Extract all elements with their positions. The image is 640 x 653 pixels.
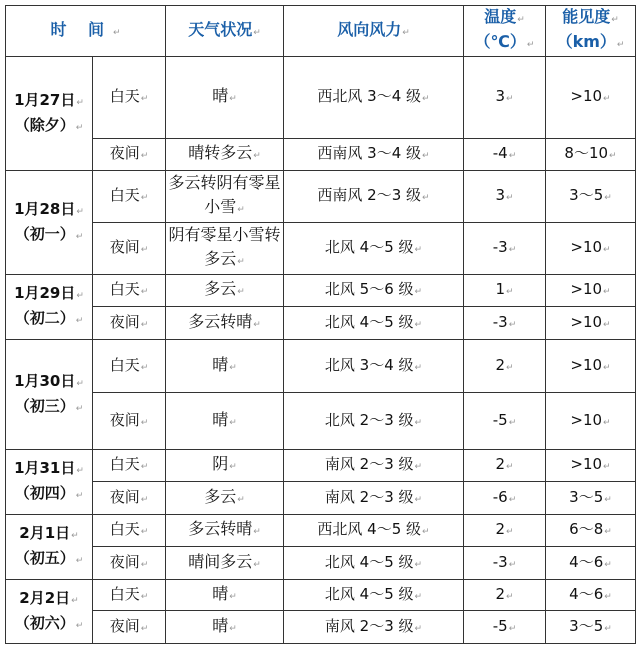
temperature-cell-text: 2: [495, 520, 505, 538]
weather-cell: [166, 340, 284, 393]
return-marker: ↵: [140, 417, 149, 428]
return-marker: ↵: [140, 287, 149, 297]
return-marker: ↵: [75, 620, 84, 631]
temperature-cell-text: -3: [492, 238, 508, 256]
date-text: 2月1日: [19, 524, 71, 542]
temperature-cell-text: -4: [492, 144, 508, 162]
visibility-cell-text: 6～8: [569, 520, 604, 538]
visibility-cell: [546, 580, 636, 611]
forecast-table-body: [6, 6, 636, 644]
period-cell-text: 白天: [109, 280, 140, 298]
period-cell: [93, 482, 166, 515]
weather-cell: [166, 450, 284, 482]
holiday-text: （初四）: [14, 484, 75, 502]
visibility-cell: [546, 450, 636, 482]
forecast-row: [6, 307, 636, 340]
visibility-cell-text: >10: [570, 355, 603, 374]
weather-cell-text: 晴转多云: [188, 143, 253, 162]
wind-cell-text: 南风 2～3 级: [324, 616, 414, 635]
weather-cell: [166, 580, 284, 611]
visibility-cell: [546, 307, 636, 340]
header-visibility: 能见度↵ （km）↵: [546, 6, 636, 57]
wind-cell-text: 北风 4～5 级: [324, 552, 414, 571]
return-marker: ↵: [140, 559, 149, 570]
wind-cell: [284, 515, 464, 547]
wind-cell: [284, 307, 464, 340]
return-marker: ↵: [609, 151, 617, 161]
return-marker: ↵: [422, 94, 430, 104]
holiday-label: [8, 482, 90, 507]
return-marker: ↵: [414, 362, 423, 373]
weather-cell-text: 多云: [204, 279, 237, 298]
wind-cell-text: 北风 3～4 级: [324, 355, 414, 374]
period-cell: [93, 57, 166, 139]
date-label: [8, 89, 90, 114]
return-marker: ↵: [229, 623, 237, 634]
visibility-cell-text: >10: [570, 455, 603, 473]
date-cell: [6, 171, 93, 275]
wind-cell-text: 南风 2～3 级: [324, 455, 414, 473]
wind-cell: [284, 223, 464, 275]
visibility-cell-text: >10: [570, 312, 603, 331]
visibility-cell-text: 3～5: [569, 186, 604, 204]
return-marker: ↵: [508, 623, 517, 634]
return-marker: ↵: [75, 316, 84, 326]
wind-cell-text: 西北风 3～4 级: [317, 87, 422, 105]
return-marker: ↵: [229, 462, 237, 472]
period-cell: [93, 515, 166, 547]
return-marker: ↵: [229, 591, 237, 602]
weather-cell-text: 多云转晴: [188, 311, 253, 331]
return-marker: ↵: [603, 245, 611, 255]
visibility-cell: [546, 223, 636, 275]
date-cell: [6, 580, 93, 644]
period-cell-text: 夜间: [109, 487, 140, 506]
wind-cell: [284, 611, 464, 644]
return-marker: ↵: [422, 527, 430, 537]
weather-cell-text: 晴间多云: [188, 551, 253, 571]
visibility-cell: [546, 340, 636, 393]
weather-cell: [166, 57, 284, 139]
period-cell: [93, 307, 166, 340]
visibility-cell: [546, 393, 636, 450]
return-marker: ↵: [414, 245, 423, 255]
return-marker: ↵: [604, 591, 612, 602]
return-marker: ↵: [75, 491, 84, 501]
return-marker: ↵: [604, 623, 612, 634]
temperature-cell-text: 3: [495, 87, 505, 105]
temperature-cell-text: -6: [492, 487, 508, 506]
wind-cell: [284, 275, 464, 307]
return-marker: ↵: [140, 94, 149, 104]
return-marker: ↵: [506, 462, 514, 472]
wind-cell: [284, 393, 464, 450]
period-cell-text: 白天: [109, 186, 140, 204]
weather-cell-text: 晴: [212, 583, 229, 603]
forecast-row: [6, 450, 636, 482]
wind-cell-text: 西南风 3～4 级: [317, 144, 422, 162]
period-cell-text: 夜间: [109, 410, 140, 429]
period-cell-text: 白天: [109, 355, 140, 374]
return-marker: ↵: [414, 462, 423, 472]
wind-cell-text: 南风 2～3 级: [324, 487, 414, 506]
return-marker: ↵: [76, 97, 84, 108]
period-cell: [93, 171, 166, 223]
forecast-row: [6, 482, 636, 515]
date-label: [8, 198, 90, 223]
return-marker: ↵: [237, 494, 245, 505]
return-marker: ↵: [76, 206, 84, 217]
header-wind: 风向风力↵: [284, 6, 464, 57]
header-row: [6, 6, 636, 57]
return-marker: ↵: [422, 193, 430, 203]
forecast-row: [6, 580, 636, 611]
period-cell: [93, 450, 166, 482]
holiday-text: （除夕）: [14, 115, 75, 134]
temperature-cell: [464, 393, 546, 450]
return-marker: ↵: [508, 319, 517, 330]
holiday-text: （初三）: [14, 396, 75, 415]
date-label: [8, 522, 90, 547]
visibility-cell: [546, 275, 636, 307]
return-marker: ↵: [603, 362, 611, 373]
return-marker: ↵: [76, 291, 84, 301]
temperature-cell-text: -3: [492, 312, 508, 331]
return-marker: ↵: [237, 287, 245, 297]
return-marker: ↵: [414, 559, 423, 570]
temperature-cell-text: 2: [495, 355, 505, 374]
date-text: 1月29日: [14, 284, 76, 302]
visibility-cell-text: 3～5: [569, 616, 604, 635]
period-cell-text: 白天: [109, 520, 140, 538]
visibility-cell: [546, 171, 636, 223]
return-marker: ↵: [140, 362, 149, 373]
visibility-cell-text: 3～5: [569, 487, 604, 506]
return-marker: ↵: [140, 623, 149, 634]
visibility-cell-text: >10: [570, 280, 603, 298]
wind-cell: [284, 171, 464, 223]
weather-cell-text: 晴: [212, 409, 229, 429]
date-cell: [6, 275, 93, 340]
period-cell-text: 夜间: [109, 312, 140, 331]
temperature-cell: [464, 223, 546, 275]
date-cell: [6, 340, 93, 450]
return-marker: ↵: [508, 559, 517, 570]
return-marker: ↵: [604, 494, 612, 505]
date-label: [8, 587, 90, 612]
return-marker: ↵: [603, 94, 611, 104]
return-marker: ↵: [414, 319, 423, 330]
return-marker: ↵: [414, 287, 423, 297]
visibility-cell-text: 4～6: [569, 584, 604, 603]
return-marker: ↵: [75, 556, 84, 566]
return-marker: ↵: [508, 245, 517, 255]
return-marker: ↵: [76, 466, 84, 476]
visibility-cell-text: 8～10: [564, 144, 609, 162]
weather-cell-text: 多云: [204, 486, 237, 506]
wind-cell: [284, 482, 464, 515]
wind-cell: [284, 340, 464, 393]
return-marker: ↵: [604, 193, 612, 203]
temperature-cell-text: 2: [495, 455, 505, 473]
header-time: 时 间↵: [6, 6, 166, 57]
holiday-label: [8, 223, 90, 248]
return-marker: ↵: [603, 417, 611, 428]
date-text: 1月28日: [14, 199, 76, 218]
weather-cell-text: 晴: [212, 86, 229, 105]
return-marker: ↵: [229, 362, 237, 373]
period-cell-text: 白天: [109, 87, 140, 105]
temperature-cell: [464, 57, 546, 139]
return-marker: ↵: [229, 417, 237, 428]
period-cell: [93, 393, 166, 450]
temperature-cell: [464, 340, 546, 393]
temperature-cell-text: 2: [495, 584, 505, 603]
holiday-label: [8, 114, 90, 139]
return-marker: ↵: [229, 94, 237, 104]
date-cell: [6, 57, 93, 171]
date-text: 1月27日: [14, 90, 76, 109]
date-cell: [6, 515, 93, 580]
holiday-text: （初一）: [14, 224, 75, 243]
weather-cell: [166, 547, 284, 580]
return-marker: ↵: [253, 559, 261, 570]
return-marker: ↵: [140, 462, 149, 472]
wind-cell-text: 西北风 4～5 级: [317, 520, 422, 538]
visibility-cell: [546, 57, 636, 139]
period-cell: [93, 139, 166, 171]
weather-forecast-table: [5, 5, 636, 644]
return-marker: ↵: [506, 527, 514, 537]
weather-cell-text: 阴有零星小雪转多云: [168, 225, 281, 268]
forecast-row: [6, 171, 636, 223]
return-marker: ↵: [76, 378, 84, 389]
holiday-label: [8, 547, 90, 572]
return-marker: ↵: [253, 319, 261, 330]
return-marker: ↵: [414, 591, 423, 602]
return-marker: ↵: [414, 417, 423, 428]
return-marker: ↵: [604, 527, 612, 537]
date-label: [8, 457, 90, 482]
return-marker: ↵: [75, 122, 84, 133]
weather-cell: [166, 611, 284, 644]
return-marker: ↵: [140, 494, 149, 505]
weather-cell: [166, 393, 284, 450]
return-marker: ↵: [140, 319, 149, 330]
forecast-row: [6, 139, 636, 171]
weather-cell: [166, 171, 284, 223]
visibility-cell: [546, 547, 636, 580]
return-marker: ↵: [603, 462, 611, 472]
wind-cell-text: 北风 4～5 级: [324, 312, 414, 331]
temperature-cell-text: 3: [495, 186, 505, 204]
temperature-cell: [464, 515, 546, 547]
weather-cell: [166, 223, 284, 275]
period-cell-text: 夜间: [109, 144, 140, 162]
visibility-cell-text: >10: [570, 238, 603, 256]
return-marker: ↵: [508, 494, 517, 505]
return-marker: ↵: [422, 151, 430, 161]
return-marker: ↵: [237, 257, 245, 267]
return-marker: ↵: [506, 362, 514, 373]
wind-cell-text: 北风 4～5 级: [324, 584, 414, 603]
forecast-row: [6, 275, 636, 307]
return-marker: ↵: [140, 245, 149, 255]
temperature-cell: [464, 547, 546, 580]
period-cell: [93, 340, 166, 393]
temperature-cell-text: -5: [492, 616, 508, 635]
visibility-cell-text: >10: [570, 87, 603, 105]
holiday-label: [8, 307, 90, 332]
temperature-cell: [464, 580, 546, 611]
return-marker: ↵: [604, 559, 612, 570]
wind-cell-text: 西南风 2～3 级: [317, 186, 422, 204]
return-marker: ↵: [603, 319, 611, 330]
holiday-label: [8, 612, 90, 637]
temperature-cell: [464, 275, 546, 307]
return-marker: ↵: [253, 527, 261, 537]
return-marker: ↵: [140, 527, 149, 537]
weather-cell-text: 多云转阴有零星小雪: [168, 173, 281, 216]
period-cell-text: 夜间: [109, 552, 140, 571]
return-marker: ↵: [140, 591, 149, 602]
period-cell: [93, 580, 166, 611]
weather-cell: [166, 515, 284, 547]
forecast-row: [6, 611, 636, 644]
temperature-cell: [464, 482, 546, 515]
weather-cell-text: 晴: [212, 615, 229, 635]
period-cell-text: 夜间: [109, 616, 140, 635]
period-cell-text: 夜间: [109, 238, 140, 256]
wind-cell: [284, 139, 464, 171]
date-text: 1月31日: [14, 459, 76, 477]
weather-cell: [166, 482, 284, 515]
temperature-cell: [464, 611, 546, 644]
forecast-row: [6, 57, 636, 139]
return-marker: ↵: [506, 591, 514, 602]
forecast-row: [6, 340, 636, 393]
period-cell-text: 白天: [109, 584, 140, 603]
temperature-cell: [464, 450, 546, 482]
forecast-row: [6, 223, 636, 275]
return-marker: ↵: [71, 531, 79, 541]
temperature-cell: [464, 307, 546, 340]
return-marker: ↵: [414, 494, 423, 505]
date-label: [8, 370, 90, 395]
period-cell: [93, 223, 166, 275]
return-marker: ↵: [237, 205, 245, 215]
date-text: 1月30日: [14, 371, 76, 390]
visibility-cell: [546, 611, 636, 644]
header-weather: 天气状况↵: [166, 6, 284, 57]
holiday-text: （初二）: [14, 309, 75, 327]
return-marker: ↵: [508, 151, 517, 161]
return-marker: ↵: [506, 94, 514, 104]
return-marker: ↵: [71, 595, 79, 606]
return-marker: ↵: [506, 193, 514, 203]
visibility-cell: [546, 139, 636, 171]
forecast-row: [6, 547, 636, 580]
visibility-cell: [546, 482, 636, 515]
weather-cell: [166, 307, 284, 340]
return-marker: ↵: [75, 403, 84, 414]
holiday-text: （初六）: [14, 613, 75, 632]
return-marker: ↵: [414, 623, 423, 634]
temperature-cell: [464, 171, 546, 223]
weather-cell-text: 阴: [212, 454, 229, 473]
return-marker: ↵: [506, 287, 514, 297]
visibility-cell-text: 4～6: [569, 552, 604, 571]
forecast-row: [6, 393, 636, 450]
return-marker: ↵: [140, 193, 149, 203]
return-marker: ↵: [75, 231, 84, 242]
holiday-text: （初五）: [14, 549, 75, 567]
weather-cell: [166, 275, 284, 307]
period-cell: [93, 611, 166, 644]
temperature-cell-text: -5: [492, 410, 508, 429]
return-marker: ↵: [508, 417, 517, 428]
wind-cell: [284, 57, 464, 139]
weather-cell-text: 晴: [212, 354, 229, 374]
wind-cell-text: 北风 2～3 级: [324, 410, 414, 429]
period-cell: [93, 547, 166, 580]
visibility-cell: [546, 515, 636, 547]
period-cell: [93, 275, 166, 307]
return-marker: ↵: [253, 151, 261, 161]
wind-cell-text: 北风 4～5 级: [324, 238, 414, 256]
weather-cell: [166, 139, 284, 171]
wind-cell-text: 北风 5～6 级: [324, 280, 414, 298]
period-cell-text: 白天: [109, 455, 140, 473]
visibility-cell-text: >10: [570, 410, 603, 429]
weather-cell-text: 多云转晴: [188, 519, 253, 538]
date-label: [8, 282, 90, 307]
date-text: 2月2日: [19, 588, 71, 607]
temperature-cell-text: -3: [492, 552, 508, 571]
forecast-row: [6, 515, 636, 547]
temperature-cell-text: 1: [495, 280, 505, 298]
wind-cell: [284, 580, 464, 611]
date-cell: [6, 450, 93, 515]
holiday-label: [8, 395, 90, 420]
wind-cell: [284, 547, 464, 580]
temperature-cell: [464, 139, 546, 171]
return-marker: ↵: [603, 287, 611, 297]
header-temperature: 温度↵ （℃）↵: [464, 6, 546, 57]
return-marker: ↵: [140, 151, 149, 161]
wind-cell: [284, 450, 464, 482]
